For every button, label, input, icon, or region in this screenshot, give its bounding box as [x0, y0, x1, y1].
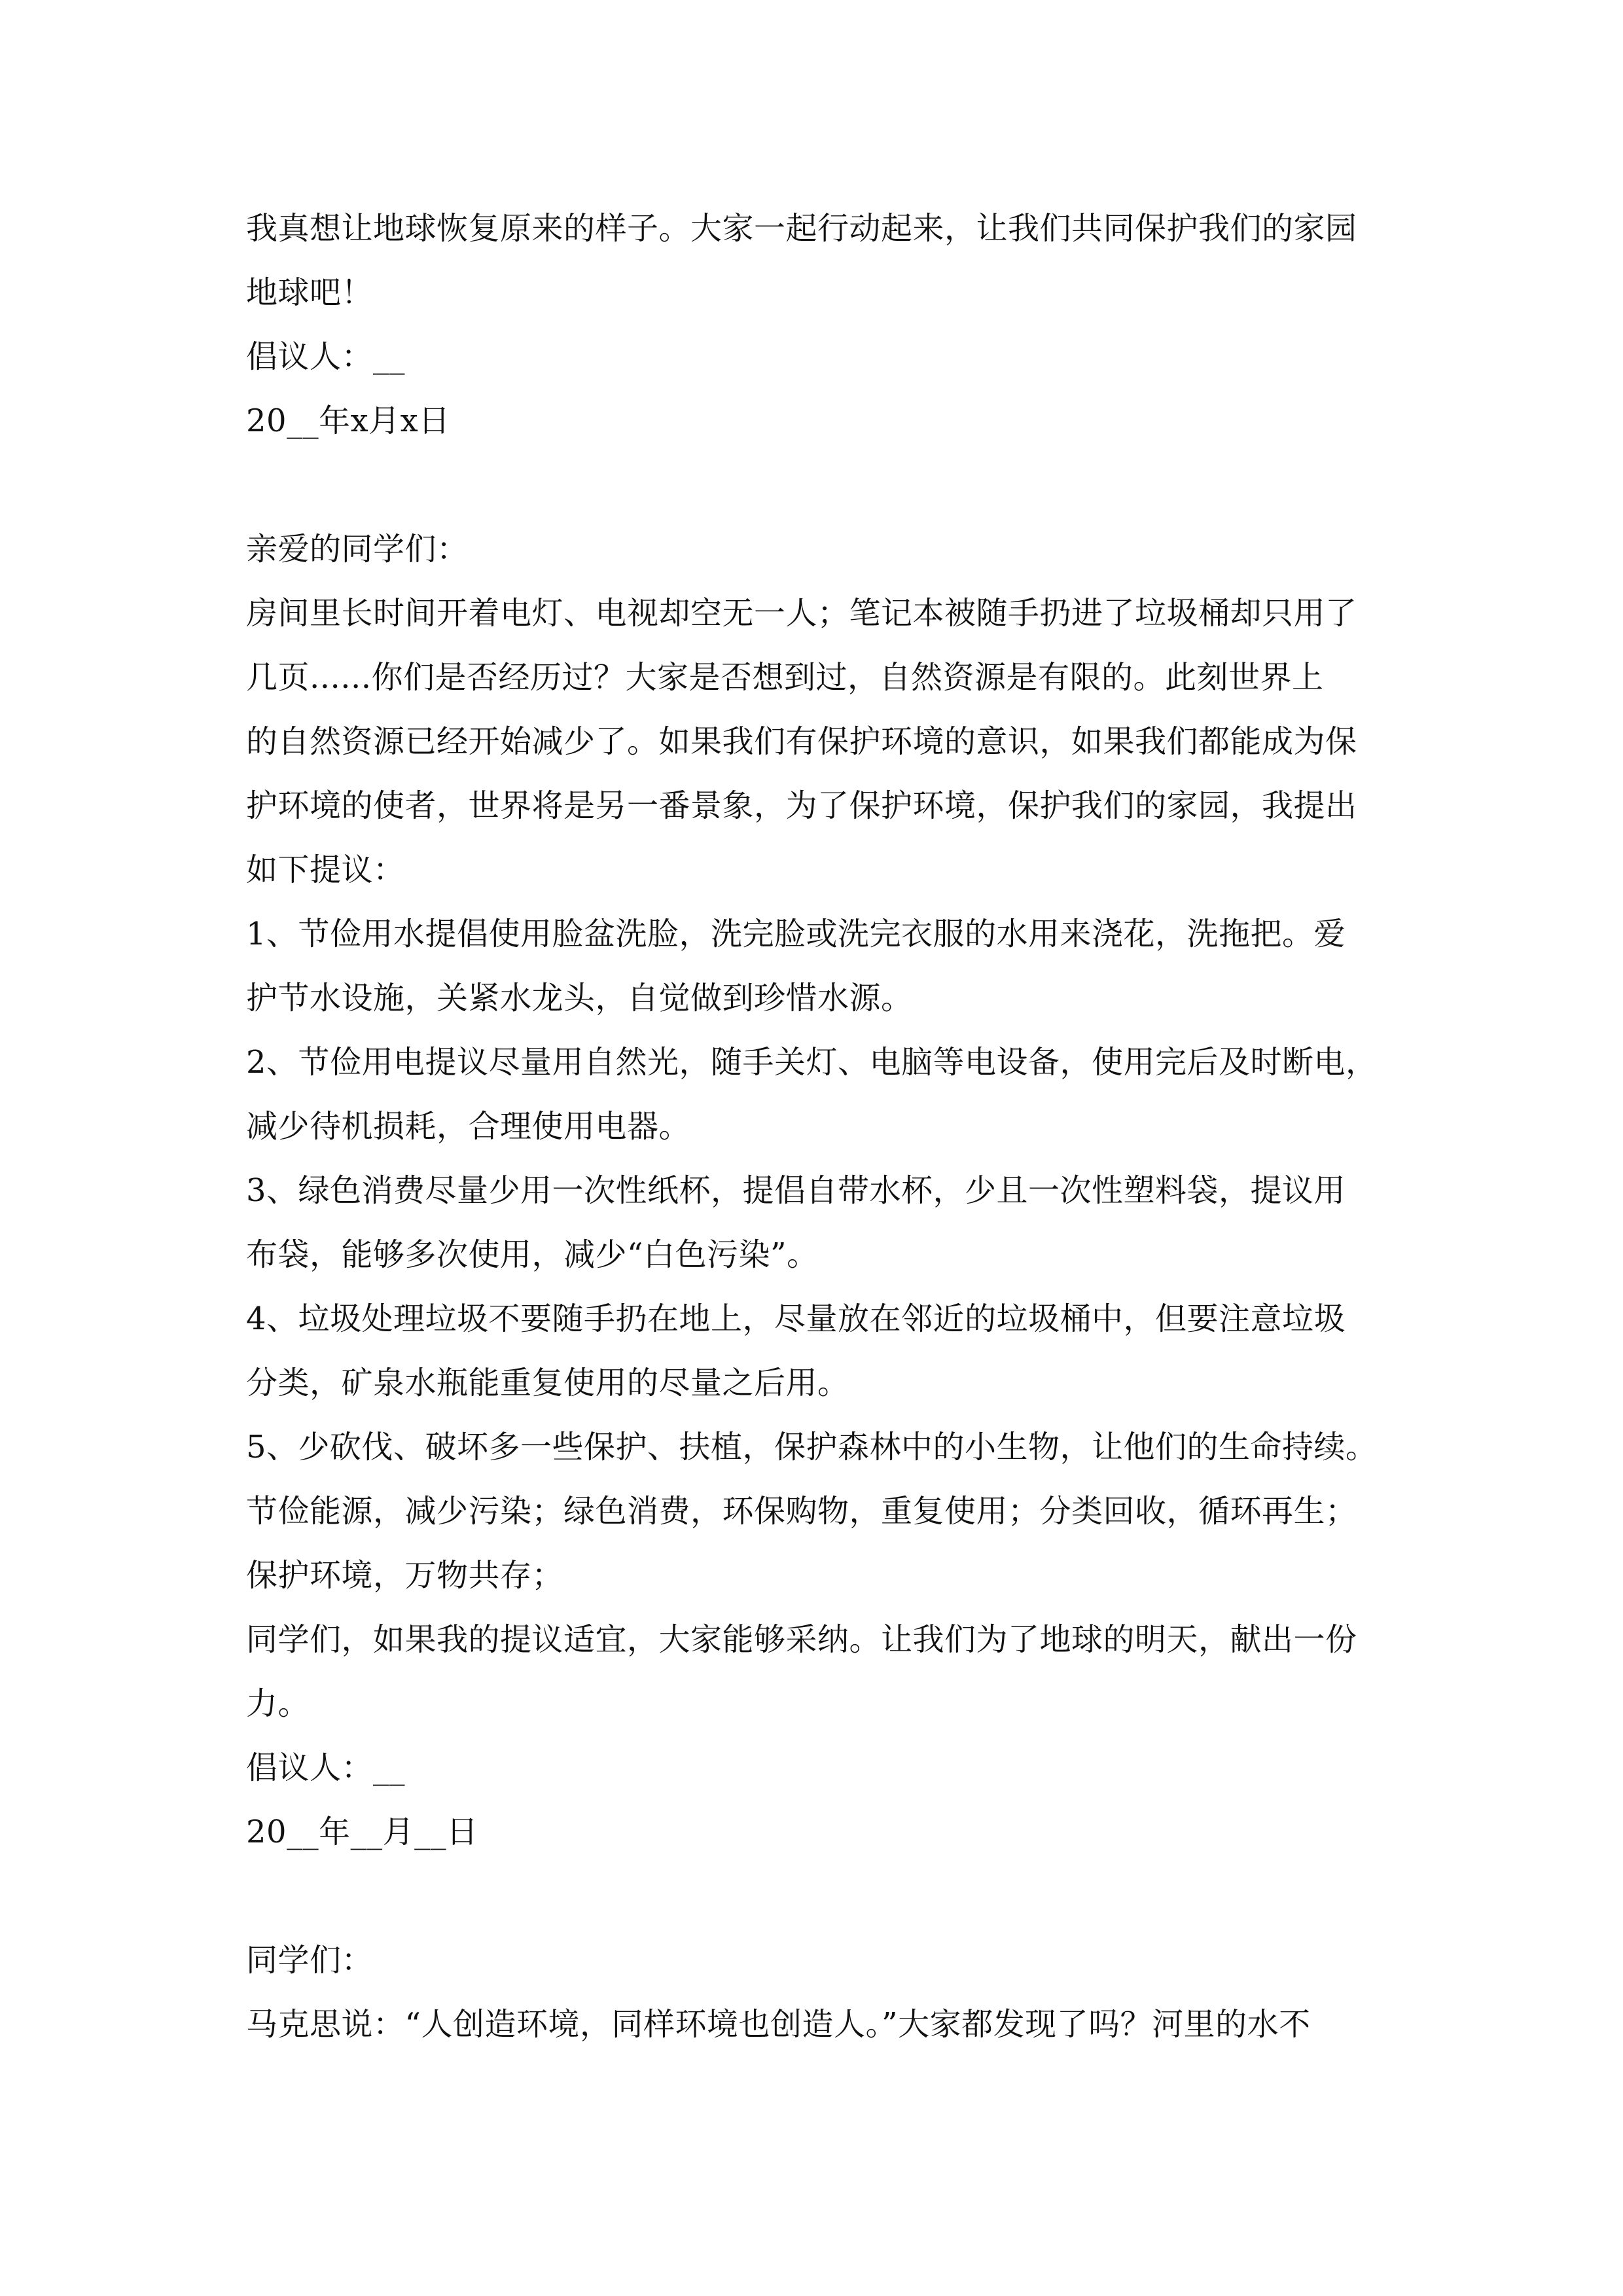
date-line: 20__年x月x日 — [246, 403, 450, 439]
list-item-line: 3、绿色消费尽量少用一次性纸杯，提倡自带水杯，少且一次性塑料袋，提议用 — [246, 1172, 1346, 1209]
list-item-line: 布袋，能够多次使用，减少“白色污染”。 — [246, 1236, 819, 1273]
section-opening — [246, 1928, 1385, 2056]
paragraph-line: 我真想让地球恢复原来的样子。大家一起行动起来，让我们共同保护我们的家园 — [246, 210, 1357, 247]
salutation: 亲爱的同学们： — [246, 531, 469, 567]
paragraph-line: 地球吧！ — [246, 274, 374, 311]
paragraph-line: 护环境的使者，世界将是另一番景象，为了保护环境，保护我们的家园，我提出 — [246, 787, 1357, 824]
list-item-line: 减少待机损耗，合理使用电器。 — [246, 1108, 691, 1145]
paragraph-line: 几页......你们是否经历过？大家是否想到过，自然资源是有限的。此刻世界上 — [246, 659, 1324, 696]
section-proposal — [246, 517, 1385, 1864]
section-closing — [246, 196, 1385, 453]
paragraph-line: 力。 — [246, 1685, 310, 1722]
section-gap — [246, 453, 1385, 517]
signature-line: 倡议人：__ — [246, 1749, 406, 1786]
paragraph-line: 节俭能源，减少污染；绿色消费，环保购物，重复使用；分类回收，循环再生； — [246, 1493, 1357, 1530]
salutation: 同学们： — [246, 1942, 374, 1979]
list-item-line: 分类，矿泉水瓶能重复使用的尽量之后用。 — [246, 1365, 849, 1401]
paragraph-line: 马克思说：“人创造环境，同样环境也创造人。”大家都发现了吗？河里的水不 — [246, 2006, 1311, 2043]
section-gap — [246, 1864, 1385, 1928]
document-body — [246, 196, 1385, 2056]
paragraph-line: 的自然资源已经开始减少了。如果我们有保护环境的意识，如果我们都能成为保 — [246, 723, 1357, 760]
list-item-line: 2、节俭用电提议尽量用自然光，随手关灯、电脑等电设备，使用完后及时断电， — [246, 1044, 1378, 1081]
paragraph-line: 如下提议： — [246, 852, 405, 888]
list-item-line: 5、少砍伐、破坏多一些保护、扶植，保护森林中的小生物，让他们的生命持续。 — [246, 1429, 1378, 1465]
signature-line: 倡议人：__ — [246, 338, 406, 375]
list-item-line: 护节水设施，关紧水龙头，自觉做到珍惜水源。 — [246, 980, 913, 1016]
list-item-line: 4、垃圾处理垃圾不要随手扔在地上，尽量放在邻近的垃圾桶中，但要注意垃圾 — [246, 1300, 1346, 1337]
list-item-line: 1、节俭用水提倡使用脸盆洗脸，洗完脸或洗完衣服的水用来浇花，洗拖把。爱 — [246, 916, 1346, 952]
paragraph-line: 保护环境，万物共存； — [246, 1557, 564, 1594]
date-line: 20__年__月__日 — [246, 1814, 478, 1850]
paragraph-line: 房间里长时间开着电灯、电视却空无一人；笔记本被随手扔进了垃圾桶却只用了 — [246, 595, 1357, 632]
paragraph-line: 同学们，如果我的提议适宜，大家能够采纳。让我们为了地球的明天，献出一份 — [246, 1621, 1357, 1658]
